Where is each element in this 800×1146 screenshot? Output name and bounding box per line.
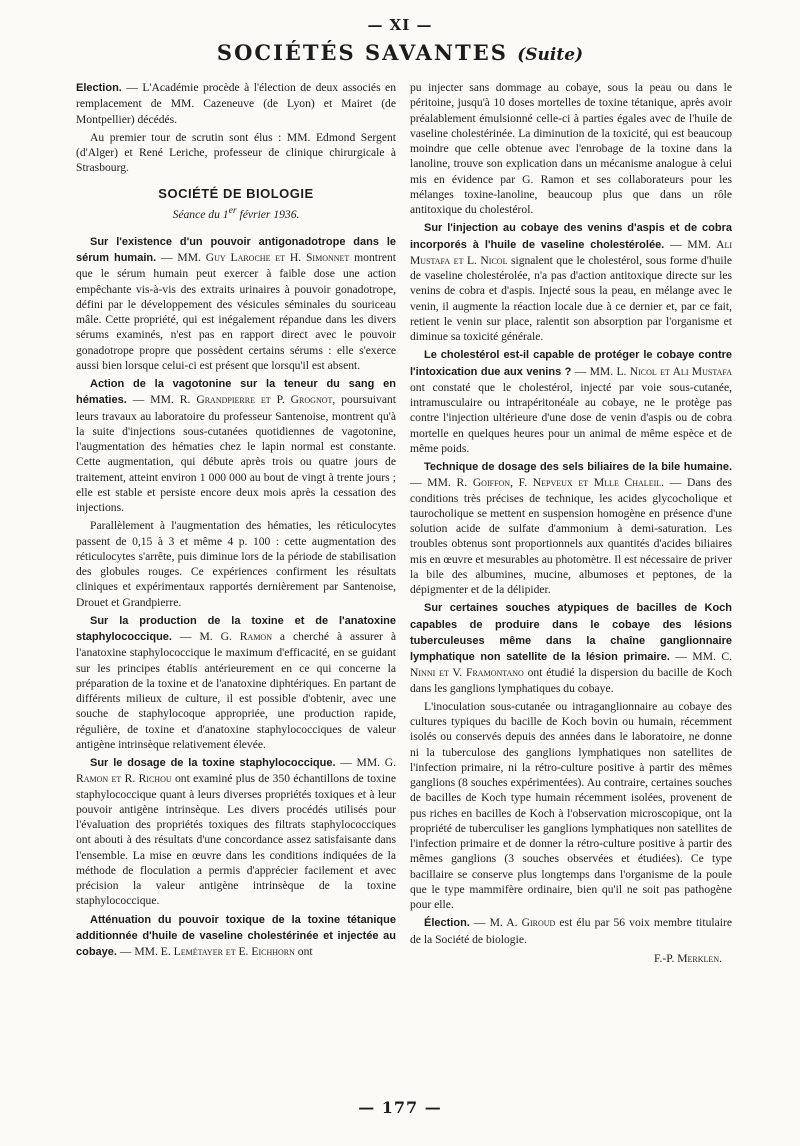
signature: F.-P. Merklen. <box>654 951 722 965</box>
article-text: poursuivant leurs travaux au laboratoire du professeur Santenoise, montrent qu'à la suite d'injections sous-cutanées quotidiennes de vagotonine, l'augmentation des hématies chez le lapin normal est constante. Cette augmentation, qui débute après trois ou quatre jours de traitement, atteint environ 1 000 000 au bout de vingt à trente jours ; elle est stable et persiste encore deux mois après la cessation des injections. <box>76 393 396 515</box>
article-authors: — MM. L. Nicol et Ali Mustafa <box>571 364 732 378</box>
election-paragraph <box>76 80 396 127</box>
election-text: — L'Académie procède à l'élection de deux associés en remplacement de MM. Cazeneuve (de Lyon) et Mairet (de Montpellier) décédés. <box>76 81 396 126</box>
article-title: Technique de dosage des sels biliaires de la bile humaine. <box>424 461 732 473</box>
article-venins <box>410 220 732 344</box>
article-anatoxine <box>76 613 396 752</box>
societe-title: SOCIÉTÉ DE BIOLOGIE <box>158 185 314 201</box>
left-column <box>76 80 396 963</box>
article-authors: — MM. R. Grandpierre et P. Grognot, <box>126 393 336 407</box>
article-vagotonine-p2: Parallèlement à l'augmentation des hématies, les réticulocytes passent de 0,15 à 3 et même 4 p. 100 : cette augmentation des réticulocytes s'arrête, puis diminue lors de la période de stabilisation des globules rouges. Ce expériences confirment les résultats cliniques et expérimentaux rapportés dernièrement par Santenoise, Drouet et Grandpierre. <box>76 519 396 609</box>
article-title: Le cholestérol est-il capable de protéger le cobaye contre l'intoxication due aux venins ? <box>410 349 732 378</box>
article-title: Sur l'injection au cobaye des venins d'aspis et de cobra incorporés à l'huile de vaseline cholestérolée. <box>410 222 732 251</box>
article-title: Atténuation du pouvoir toxique de la toxine tétanique additionnée d'huile de vaseline cholestérinée et injectée au cobaye. <box>76 913 396 959</box>
article-title: Sur certaines souches atypiques de bacilles de Koch capables de produire dans le cobaye des lésions tuberculeuses même dans la chaîne ganglionnaire lymphatique non satellite de la lésion primaire. <box>410 602 732 663</box>
top-folio: — XI — <box>367 16 433 34</box>
article-title: Sur le dosage de la toxine staphylococcique. <box>90 757 336 770</box>
article-cholesterol <box>410 347 732 456</box>
article-koch <box>410 600 732 696</box>
election-2-text: est élu par 56 voix membre titulaire de la Société de biologie. <box>410 916 733 946</box>
page-number: — 177 — <box>358 1098 442 1117</box>
article-text: ont <box>294 945 313 959</box>
article-authors: — MM. Guy Laroche et H. Simonnet <box>156 251 350 265</box>
heading-title: SOCIÉTÉS SAVANTES <box>216 40 508 65</box>
seance-suffix: février 1936. <box>236 207 300 221</box>
seance-sup: er <box>228 204 237 216</box>
heading-suite: (Suite) <box>517 45 584 65</box>
right-column <box>410 80 732 966</box>
article-title: Sur la production de la toxine et de l'anatoxine staphylococcique. <box>76 614 396 644</box>
article-text: montrent que le sérum humain peut exercer à faible dose une action empêchante vis-à-vis des extraits urinaires à pouvoir gonadotrope, défini par le développement des vésicules séminales du souriceau mâle. Cette propriété, qui est inégalement répandue dans les divers sérums examinés, n'est pas en rapport direct avec le pouvoir gonadotrope propre que possèdent certains sérums : elle s'exerce aussi bien lorsque celui-ci est présent que lorsqu'il est absent. <box>76 251 396 372</box>
article-authors: — MM. E. Lemétayer et E. Eichhorn <box>116 945 295 959</box>
article-title: Action de la vagotonine sur la teneur du sang en hématies. <box>76 378 396 407</box>
election-2-authors: — M. A. Giroud <box>469 916 556 930</box>
seance-date <box>76 203 396 222</box>
article-authors: — MM. G. Ramon et R. Richou <box>76 756 397 786</box>
article-tetanique-cont: pu injecter sans dommage au cobaye, sous la peau ou dans le péritoine, jusqu'à 10 doses mortelles de toxine tétanique, après avoir préalablement émulsionné celle-ci à parties égales avec de l'huile de vaseline cholestérinée. La diminution de la toxicité, qui est beaucoup moindre que celle obtenue avec l'enrobage de la toxine dans la lanoline, trouve son explication dans un mécanisme analogue à celui mis en évidence par G. Ramon et ses collaborateurs pour les mélanges toxine-lanoline, beaucoup plus que dans un rôle antitoxique du cholestérol. <box>410 81 732 216</box>
article-authors: — MM. C. Ninni et V. Framontano <box>410 650 732 680</box>
article-text: — Dans des conditions très précises de technique, les acides glycocholique et taurocholique se mettent en suspension homogène en présence d'une solution acide de sulfate d'ammonium à demi-saturation. Les troubles obtenus sont proportionnels aux quantités d'acides biliaires mis en œuvre et mesurables au photomètre. Il est nécessaire de priver la bile des albumines, mucine, albumoses et peptones, de la dépigmenter et de la délipider. <box>410 476 732 596</box>
seance-prefix: Séance du 1 <box>172 207 229 221</box>
article-title: Sur l'existence d'un pouvoir antigonadotrope dans le sérum humain. <box>76 235 396 265</box>
election-heading: Election. <box>76 82 122 94</box>
article-text: ont examiné plus de 350 échantillons de toxine staphylococcique quant à leurs diverses propriétés toxiques et à leur pouvoir antigène intrinsèque. Les divers procédés utilisés pour l'évaluation des propriétés toxiques des filtrats staphylococciques ont abouti à des résultats d'une concordance assez satisfaisante dans l'ensemble. La mise en œuvre dans les conditions indiquées de la méthode de floculation a permis d'apprécier facilement et avec précision la valeur antigène intrinsèque de la toxine staphylococcique. <box>76 772 396 908</box>
article-sels-biliaires <box>410 459 732 597</box>
article-antigonadotrope <box>76 234 396 373</box>
article-authors: — MM. Ali Mustafa et L. Nicol <box>410 237 732 267</box>
article-text: ont étudié la dispersion du bacille de Koch dans les ganglions lymphatiques du cobaye. <box>410 666 732 695</box>
page-heading <box>0 40 800 65</box>
article-text: ont constaté que le cholestérol, injecté par voie sous-cutanée, intramusculaire ou intrapéritonéale au cobaye, ne le protège pas contre l'injection ultérieure d'une dose de venin d'aspis ou de cobra mortelle en quelques heures pour un animal de même espèce et de même poids. <box>410 380 732 455</box>
article-authors: — MM. R. Goiffon, F. Nepveux et Mlle Chaleil. <box>410 476 665 490</box>
article-vagotonine <box>76 376 396 515</box>
article-authors: — M. G. Ramon <box>171 630 272 644</box>
article-dosage-toxine <box>76 755 396 909</box>
election-paragraph-2: Au premier tour de scrutin sont élus : MM. Edmond Sergent (d'Alger) et René Leriche, professeur de clinique chirurgicale à Strasbourg. <box>76 130 396 175</box>
article-text: a cherché à assurer à l'anatoxine staphylococcique le maximum d'efficacité, en se guidant sur les principes établis antérieurement en ce qui concerne la préparation de la toxine et de l'anatoxine diphtériques. En partant de différents milieux de culture, il est possible d'obtenir, avec une souche de staphylocoque appropriée, une production rapide, régulière, de toxine et d'anatoxine staphylococciques de valeur antigène intrinsèque relativement élevée. <box>76 630 396 751</box>
election-2-heading: Élection. <box>424 917 470 930</box>
article-text: signalent que le cholestérol, sous forme d'huile de vaseline cholestérolée, n'a pas d'action antitoxique directe sur les venins de cobra et d'aspis. Injecté sous la peau, en mélange avec le venin, il augmente la réaction locale due à ce dernier et, par ce fait, retient le venin sur place, ralentit son absorption par l'organisme et diminue sa toxicité générale. <box>410 253 732 343</box>
article-tetanique <box>76 912 396 961</box>
article-koch-p2: L'inoculation sous-cutanée ou intraganglionnaire au cobaye des cultures typiques du bacille de Koch bovin ou humain, récemment isolés ou conservés depuis des années dans le laboratoire, ne donne ni la tuberculose des ganglions lymphatiques non satellites de l'infection primaire, ni la rétro-culture positive à partir des mêmes ganglions (8 souches expérimentées). Au contraire, certaines souches de bacilles de Koch type humain récemment isolées, provenent de pus riches en bacilles de Koch à l'observation microscopique, ont la propriété de tuberculiser les ganglions lymphatiques non satellites de l'infection primaire et de donner la rétro-culture positive à partir des mêmes ganglions (3 souches observées et étudiées). Ce type bacillaire se conserve plus longtemps dans l'organisme de la poule que le type mammifère ordinaire, bien qu'il ne soit pas pathogène pour elle. <box>410 699 732 911</box>
election-2 <box>410 915 732 947</box>
